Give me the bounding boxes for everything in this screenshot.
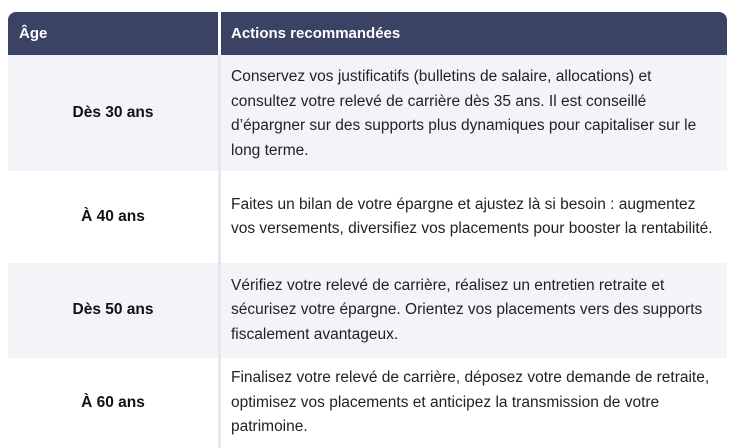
actions-cell: Finalisez votre relevé de carrière, déposez votre demande de retraite, optimisez vos placements et anticipez la transmission de votre patrimoine.	[218, 358, 727, 448]
header-actions: Actions recommandées	[218, 12, 727, 55]
table-header	[8, 12, 727, 55]
header-row	[8, 12, 727, 55]
age-cell: Dès 30 ans	[8, 55, 218, 171]
table-row	[8, 263, 727, 358]
table-body	[8, 55, 727, 448]
age-cell: À 60 ans	[8, 358, 218, 448]
retirement-actions-table-container	[8, 12, 727, 448]
header-age: Âge	[8, 12, 218, 55]
actions-cell: Faites un bilan de votre épargne et ajustez là si besoin : augmentez vos versements, diversifiez vos placements pour booster la rentabilité.	[218, 171, 727, 263]
retirement-actions-table	[8, 12, 727, 448]
actions-cell: Conservez vos justificatifs (bulletins de salaire, allocations) et consultez votre relevé de carrière dès 35 ans. Il est conseillé d’épargner sur des supports plus dynamiques pour capitaliser sur le long terme.	[218, 55, 727, 171]
table-row	[8, 358, 727, 448]
actions-cell: Vérifiez votre relevé de carrière, réalisez un entretien retraite et sécurisez votre épargne. Orientez vos placements vers des supports fiscalement avantageux.	[218, 263, 727, 358]
table-row	[8, 55, 727, 171]
age-cell: Dès 50 ans	[8, 263, 218, 358]
table-row	[8, 171, 727, 263]
age-cell: À 40 ans	[8, 171, 218, 263]
